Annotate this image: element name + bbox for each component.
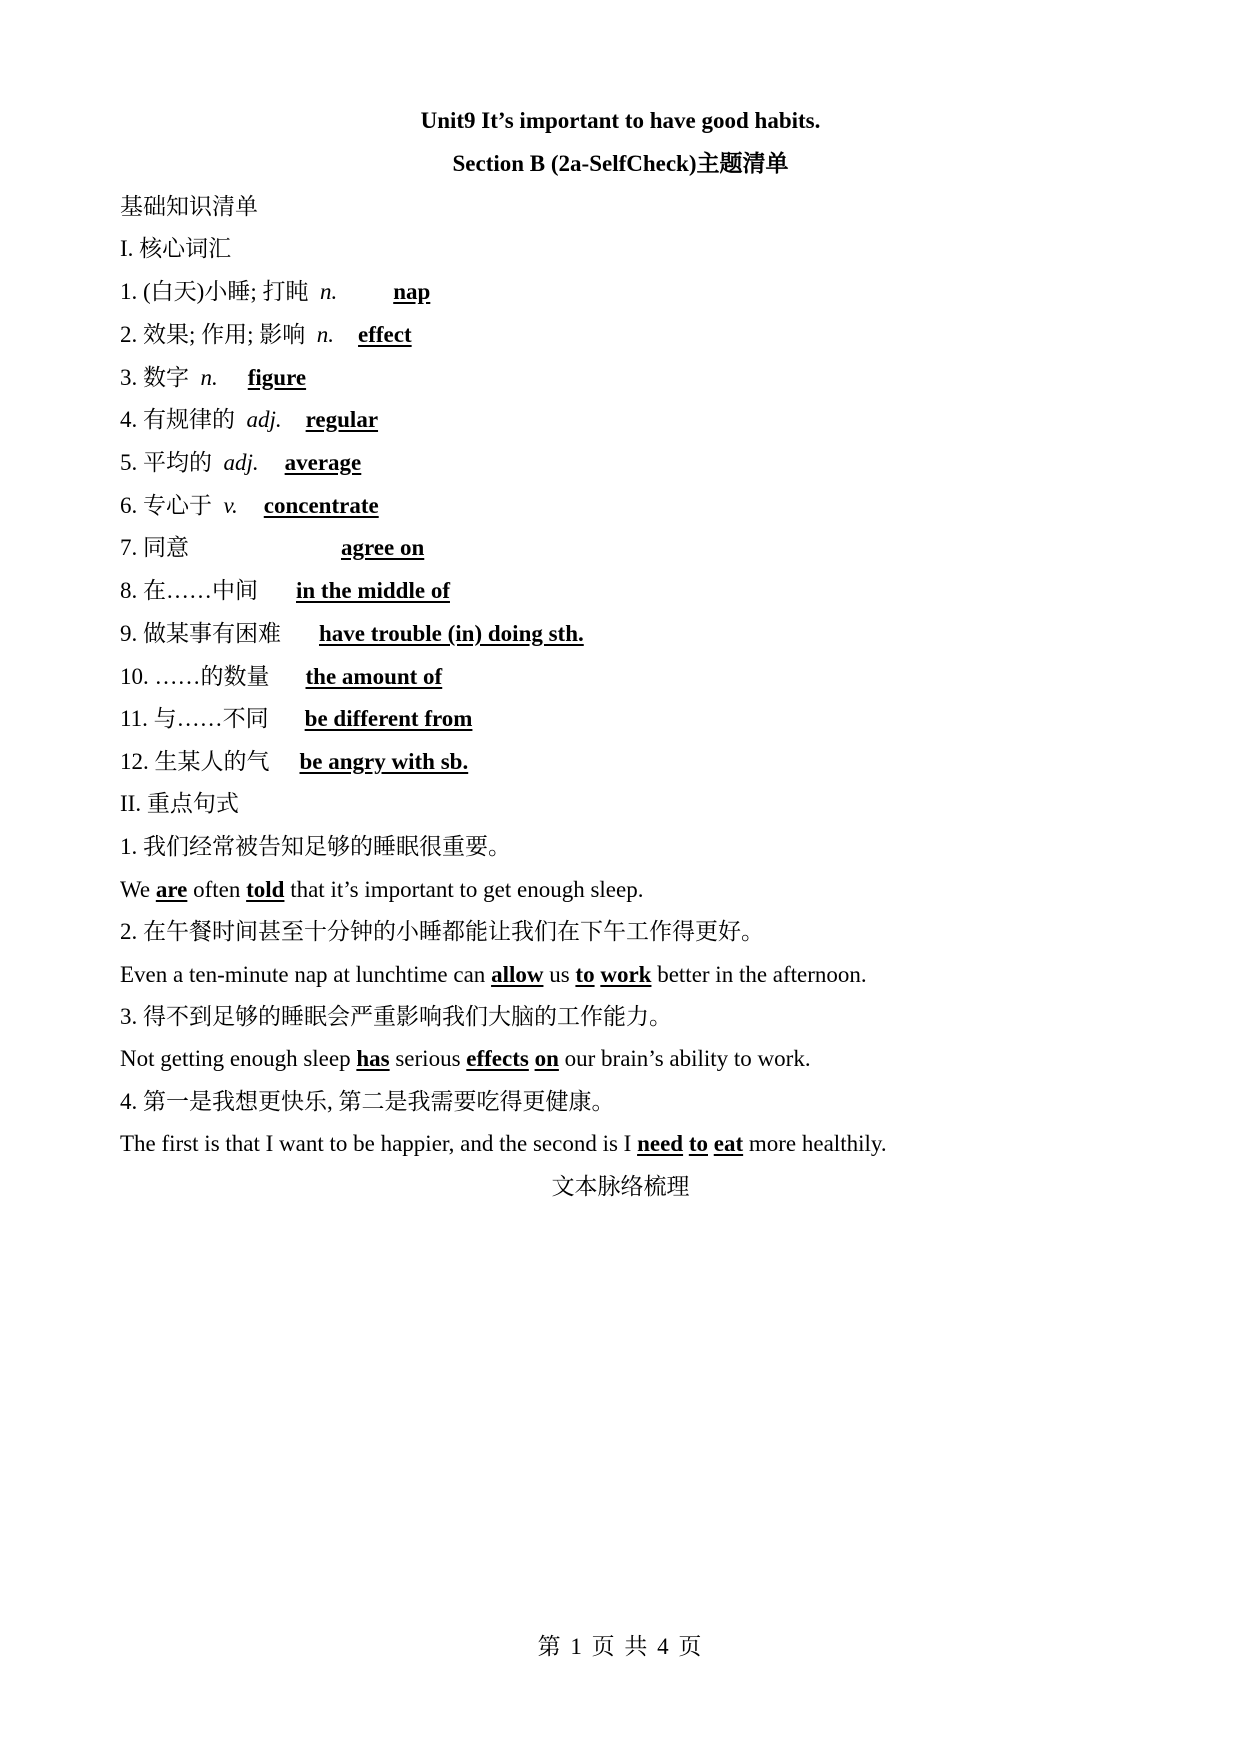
vocab-answer: in the middle of [296,578,450,603]
outline-heading: 文本脉络梳理 [551,1174,690,1199]
vocab-answer: be angry with sb. [299,749,469,774]
vocab-answer: agree on [341,535,425,560]
vocab-answer: nap [393,279,431,304]
vocab-item: 4. 有规律的 adj. regular [120,407,379,432]
vocab-item: 6. 专心于 v. concentrate [120,493,379,518]
vocab-item: 10. ……的数量 the amount of [120,664,443,689]
vocab-heading: I. 核心词汇 [120,236,232,261]
sentence-en: Not getting enough sleep has serious effects on our brain’s ability to work. [120,1046,811,1071]
sentence-cn: 2. 在午餐时间甚至十分钟的小睡都能让我们在下午工作得更好。 [120,919,764,944]
sentence-en: We are often told that it’s important to get enough sleep. [120,877,644,902]
sentence-cn: 4. 第一是我想更快乐, 第二是我需要吃得更健康。 [120,1089,615,1114]
vocab-item: 5. 平均的 adj. average [120,450,362,475]
vocab-answer: have trouble (in) doing sth. [319,621,584,646]
vocab-item: 11. 与……不同 be different from [120,706,473,731]
vocab-item: 7. 同意 agree on [120,535,425,560]
sentence-en: The first is that I want to be happier, and the second is I need to eat more healthily. [120,1131,887,1156]
vocab-item: 12. 生某人的气 be angry with sb. [120,749,469,774]
basics-heading: 基础知识清单 [120,194,258,219]
document-title: Unit9 It’s important to have good habits. [420,108,821,133]
page-footer: 第 1 页 共 4 页 [537,1634,704,1659]
sentences-heading: II. 重点句式 [120,791,239,816]
vocab-answer: effect [358,322,412,347]
vocab-item: 3. 数字 n. figure [120,365,307,390]
vocab-item: 9. 做某事有困难 have trouble (in) doing sth. [120,621,584,646]
sentence-en: Even a ten-minute nap at lunchtime can allow us to work better in the afternoon. [120,962,867,987]
sentence-cn: 1. 我们经常被告知足够的睡眠很重要。 [120,834,511,859]
document-subtitle: Section B (2a-SelfCheck)主题清单 [452,151,789,176]
vocab-answer: be different from [304,706,473,731]
vocab-answer: concentrate [263,493,379,518]
vocab-answer: average [284,450,362,475]
vocab-item: 1. (白天)小睡; 打盹 n. nap [120,279,431,304]
vocab-answer: the amount of [305,664,443,689]
vocab-item: 8. 在……中间 in the middle of [120,578,450,603]
vocab-item: 2. 效果; 作用; 影响 n. effect [120,322,412,347]
sentence-cn: 3. 得不到足够的睡眠会严重影响我们大脑的工作能力。 [120,1004,672,1029]
vocab-answer: figure [247,365,307,390]
vocab-answer: regular [305,407,379,432]
